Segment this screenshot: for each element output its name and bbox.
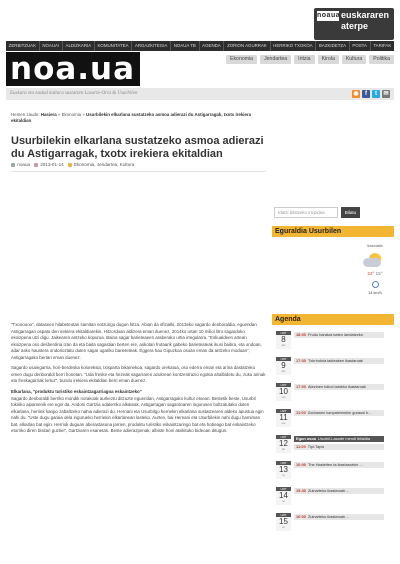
agenda-time: Egun osoa xyxy=(296,436,316,441)
author-icon xyxy=(11,163,15,167)
agenda-time: 15:30 xyxy=(296,488,306,493)
agenda-day: 10 xyxy=(279,387,288,396)
agenda-day: 14 xyxy=(279,491,288,500)
article-body xyxy=(11,322,266,439)
article-paragraph: Sagardo denboraldi berriko mondik norakoak aurkeztu ditzuzte egueridan, Astigarragako kultur etxean. Bestetik beste, Usurbil tokiriko aipamenik ere egin da. Andoni Gartzia udalerriko alkateak, Astigarragan sagardoaren ingurusen bultzatutako duten elkarlana, herriek kanpo zabaltzeko nahia adierazi du. Hernani eta Usurbilgo herriekin elkarlana sustatzearen aldeko apustua egin nahi du. "Uste dugu garaia dela ingurueko herriekin elkarlanean lasteko. Aurten, bai Hernani eta Usurbilekin nahi dugu hamiman bat, elkarlan bat egin. Herriok duguan aberastasuna jarrien, produktu turistiko eskaintzaringo bat eta hobeago bat eskaintzeko etorriko diren bisitari guztiei", Gartziaren esanetan. Beste adierazpenak, albiste honi atxikituko bideoan ditugun. xyxy=(11,395,264,434)
topnav-item-tarifak[interactable]: TARIFAK xyxy=(373,43,392,48)
article-date: 2013-01-14 xyxy=(40,162,64,167)
agenda-date xyxy=(276,357,291,375)
agenda-month: URT xyxy=(276,383,291,387)
agenda-text: Frudu baratza baten landatzeko xyxy=(307,332,363,337)
euskararen-aterpe-banner[interactable] xyxy=(314,8,394,40)
agenda-event[interactable] xyxy=(294,514,384,520)
wind-icon xyxy=(372,281,379,288)
weather-title: Eguraldia Usurbilen xyxy=(272,226,394,237)
topnav-item-noaua-tb[interactable]: NOAUA TB xyxy=(171,41,199,51)
twitter-icon[interactable]: t xyxy=(372,90,380,98)
category-ekonomia[interactable]: Ekonomia xyxy=(226,55,257,64)
agenda-day: 15 xyxy=(279,517,288,526)
breadcrumb-current: Usurbilekin elkarlana sustatzeko asmoa adierazi du Astigarragak, txotx irekiera ekitaldian xyxy=(11,112,252,123)
agenda-date xyxy=(276,461,291,479)
agenda-day: 11 xyxy=(279,413,288,422)
temp-low: 15° xyxy=(375,271,383,276)
category-navigation xyxy=(226,55,394,64)
article-paragraph: "Txoooooo", dataseen hilabeteotan samitan entzungo dugun hitza. Abian da ofizialki, 2013eko sagardo denboraldia, egueridan Astigarragan ospatu den irekiera ekitaldiarekin. Hitzorduan aldizera eman duenez, 2014ko urtan 10 milioi litro sagardoko ekoizpena utzi digu. Jaikearen antzeko kopurua. Baina sagar barieteaeen araberako urtia irregularra. "Eskualdeen artean ekoizpena oso desberdina izan da eta baita sagastian berten ere, askotan frutaarik gabeko barieteateak ikusi baitira, eta ondoan, adar asko haustera ondorioztatu duten sagar ugariko barieteteak. Eggera hau Gipuzkoa osoan eman da antzeko moduan", Astigarragako bertan eman duenez. xyxy=(11,322,262,360)
banner-line2: aterpe xyxy=(341,21,369,31)
agenda-weekday: lar xyxy=(281,447,286,451)
agenda-day: 13 xyxy=(279,465,288,474)
agenda-month: URT xyxy=(276,357,291,361)
site-logo[interactable]: noa.ua xyxy=(6,52,140,86)
weather-label: Ikastolatik xyxy=(367,244,383,248)
agenda-day: 12 xyxy=(279,439,288,448)
folder-icon xyxy=(68,163,72,167)
agenda-weekday: ost xyxy=(281,395,286,399)
agenda-item[interactable] xyxy=(276,357,394,375)
agenda-weekday: al xyxy=(282,499,285,503)
agenda-time: 17:00 xyxy=(296,384,306,389)
agenda-event[interactable] xyxy=(294,332,384,338)
topnav-item-agenda[interactable]: AGENDA xyxy=(200,41,225,51)
agenda-weekday: ast xyxy=(281,369,286,373)
breadcrumb-separator: » xyxy=(57,112,61,117)
facebook-icon[interactable]: f xyxy=(362,90,370,98)
agenda-item[interactable] xyxy=(276,409,394,427)
topnav-item-aldizkaria[interactable]: ALDIZKARIA xyxy=(63,41,95,51)
category-politika[interactable]: Politika xyxy=(369,55,394,64)
agenda-title: Agenda xyxy=(272,314,394,325)
article-divider xyxy=(11,171,266,172)
agenda-weekday: ast xyxy=(281,343,286,347)
email-icon[interactable]: ✉ xyxy=(383,91,389,97)
calendar-icon xyxy=(34,163,38,167)
topnav-item-herriko-txokoa[interactable]: HERRIKO TXOKOA xyxy=(271,41,317,51)
agenda-day: 8 xyxy=(281,335,286,344)
cloud-icon xyxy=(363,258,381,267)
agenda-text: Zonbanen kanpaleimekin gurasoi b... xyxy=(307,410,372,415)
agenda-time: 11:00 xyxy=(296,410,306,415)
topnav-item-noaua[interactable]: NOAUA! xyxy=(40,41,63,51)
agenda-item[interactable] xyxy=(276,513,394,531)
article-title: Usurbilekin elkarlana sustatzeko asmoa adierazi du Astigarragak, txotx irekiera ekitaldian xyxy=(11,135,264,160)
agenda-event[interactable] xyxy=(294,444,384,450)
category-kultura[interactable]: Kultura xyxy=(342,55,366,64)
agenda-text: Zuinarteko ikastaroak ... xyxy=(307,514,350,519)
article-subhead: Elkarlana, "produktu turistiko eskaintzagarriagoa eskaintzeko" xyxy=(11,389,142,395)
agenda-item[interactable] xyxy=(276,435,394,453)
category-iritzia[interactable]: Iritzia xyxy=(294,55,314,64)
category-jendartea[interactable]: Jendartea xyxy=(260,55,291,64)
agenda-date xyxy=(276,513,291,531)
agenda-item[interactable] xyxy=(276,331,394,349)
agenda-month: URT xyxy=(276,513,291,517)
agenda-text: The Hasteiten ta ikastaroekin ... xyxy=(307,462,363,467)
agenda-month: URT xyxy=(276,461,291,465)
agenda-item[interactable] xyxy=(276,461,394,479)
topnav-item-argazkitegia[interactable]: ARGAZKITEGIA xyxy=(132,41,171,51)
agenda-text: Zuinarteko ikastaroak ... xyxy=(307,488,350,493)
breadcrumb-prefix: Hemen zaude: xyxy=(11,112,40,117)
banner-brand: noaua xyxy=(317,12,341,19)
tagline-bar xyxy=(6,88,394,100)
search-button[interactable]: Bilatu xyxy=(341,207,360,218)
weather-temps xyxy=(360,271,390,276)
agenda-event[interactable] xyxy=(294,462,384,468)
agenda-month: URT xyxy=(276,409,291,413)
agenda-time: 18:00 xyxy=(296,332,306,337)
topnav-item-komunitatea[interactable]: KOMUNITATEA xyxy=(95,41,132,51)
agenda-month: URT xyxy=(276,487,291,491)
agenda-time: 17:30 xyxy=(296,358,306,363)
agenda-time: 10:00 xyxy=(296,462,306,467)
agenda-date xyxy=(276,331,291,349)
agenda-day: 9 xyxy=(281,361,286,370)
search-input[interactable]: Idatzi bilatzeko irizpidea xyxy=(274,207,338,218)
breadcrumb-separator: » xyxy=(82,112,85,117)
agenda-time: 11:00 xyxy=(296,444,306,449)
agenda-text: Atezinen fulbol taldeko ikastaroak xyxy=(307,384,366,389)
agenda-date xyxy=(276,487,291,505)
agenda-text: Tipi-Tapis xyxy=(307,444,325,449)
article-author[interactable]: noaua xyxy=(17,162,31,167)
agenda-weekday: ig xyxy=(282,473,285,477)
rss-icon[interactable]: ◉ xyxy=(353,91,359,97)
agenda-text: Txirrindola taldeaken ikastaroak xyxy=(307,358,363,363)
topnav-item-bazkidetza[interactable]: BAZKIDETZA xyxy=(316,41,349,51)
agenda-event[interactable] xyxy=(294,384,384,390)
agenda-event[interactable] xyxy=(294,358,384,364)
agenda-date xyxy=(276,409,291,427)
article-paragraph: Sagardo usaingarria, hori-berdeska koloreksia, txisparta bikainekoa, sagardo orekatua, oso ederra eman eta arina dastatzeko omen dugu denboraldi berri honetan. "Uda freske eta hezeak sagarraren azukrean kontzentrazio egokia ahalbidetu du, zuku arinak eta freskagarriak lortuz", burutu irekiera ekitaldian berri eman duenez. xyxy=(11,365,266,384)
wind-speed: 14 km/h xyxy=(368,291,382,295)
article-meta xyxy=(11,162,134,168)
breadcrumb-home[interactable]: Hasiera xyxy=(40,112,57,117)
category-kirola[interactable]: Kirola xyxy=(318,55,339,64)
topnav-item-zorion-agurrak[interactable]: ZORION AGURRAK xyxy=(224,41,270,51)
topnav-item-zerbitzuak[interactable]: ZERBITZUAK xyxy=(6,41,40,51)
banner-line1: euskararen xyxy=(341,10,390,20)
agenda-weekday: ost xyxy=(281,421,286,425)
breadcrumb xyxy=(11,112,266,124)
site-tagline: Euskara eta euskal kultura sustatzen Lasarte-Oria & Usurbilen xyxy=(10,91,138,96)
top-navigation xyxy=(6,41,394,51)
agenda-month: URT xyxy=(276,331,291,335)
social-links xyxy=(352,90,390,98)
agenda-weekday: ar xyxy=(282,525,285,529)
breadcrumb-section[interactable]: Ekonomia xyxy=(61,112,82,117)
agenda-item[interactable] xyxy=(276,487,394,505)
agenda-month: URT xyxy=(276,435,291,439)
agenda-item[interactable] xyxy=(276,383,394,401)
article-categories[interactable]: Ekonomia, Jendartea, Kultura xyxy=(73,162,135,167)
topnav-item-posta[interactable]: POSTA xyxy=(350,41,371,51)
weather-widget xyxy=(360,243,390,303)
agenda-text: Usurbil-Lasarte mendi ibilaldia xyxy=(317,436,371,441)
agenda-date xyxy=(276,435,291,453)
agenda-event[interactable] xyxy=(294,436,384,442)
temp-high: 22° xyxy=(367,271,375,276)
agenda-time: 10:00 xyxy=(296,514,306,519)
agenda-event[interactable] xyxy=(294,410,384,416)
agenda-event[interactable] xyxy=(294,488,384,494)
agenda-date xyxy=(276,383,291,401)
